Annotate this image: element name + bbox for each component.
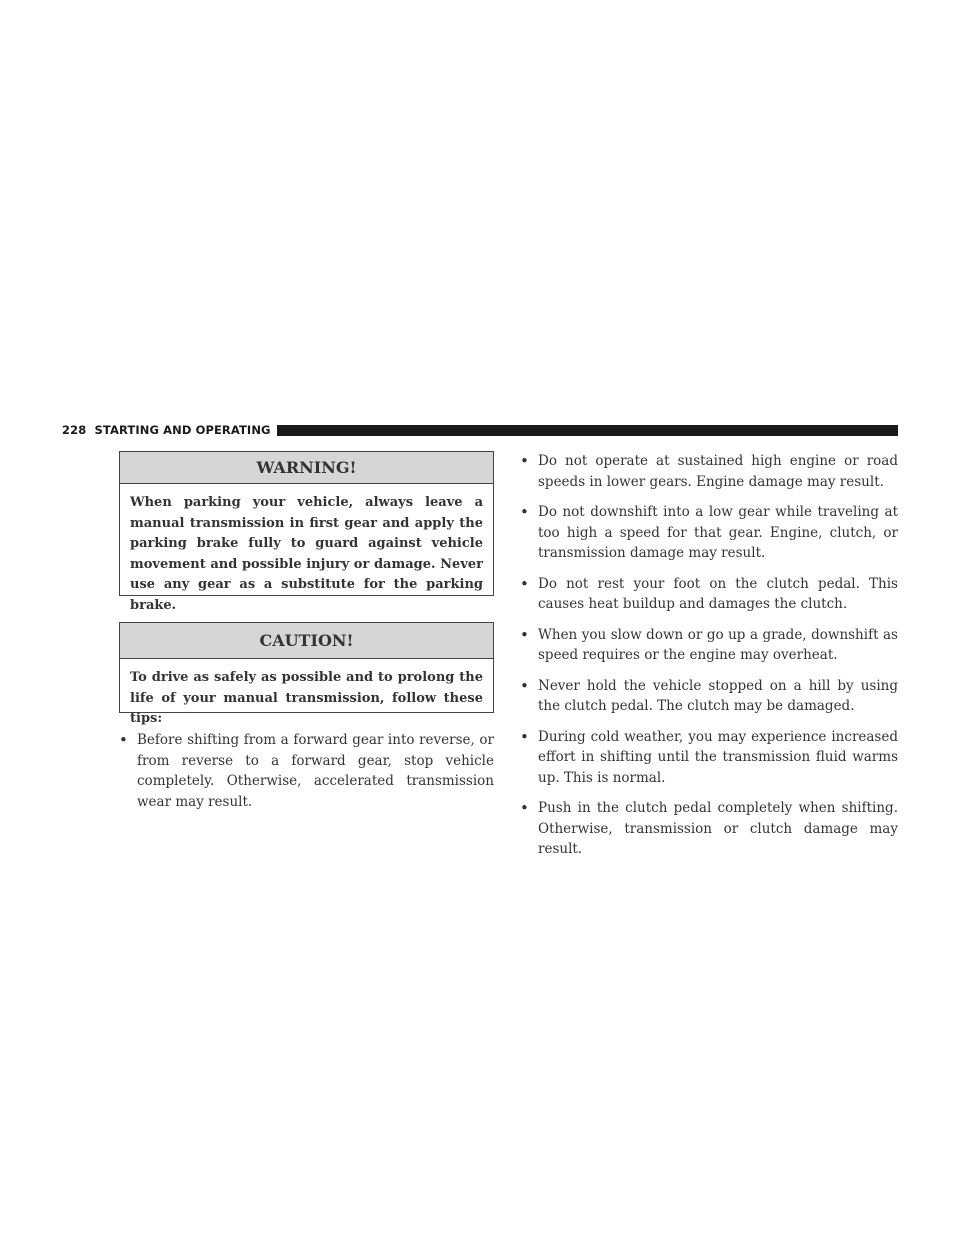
bullet-icon: • (520, 799, 529, 817)
bullet-icon: • (520, 574, 529, 593)
list-item (520, 676, 898, 717)
warning-text: When parking your vehicle, always leave a manual transmission in first gear and apply the parking brake fully to guard against vehicle movement and possible injury or damage. Never use any gear as a substitute for the parking brake. (130, 495, 483, 613)
header-rule (277, 425, 898, 436)
bullet-icon: • (520, 727, 529, 746)
list-item-text: Do not operate at sustained high engine or road speeds in lower gears. Engine damage may result. (538, 453, 898, 490)
caution-title: CAUTION! (120, 623, 493, 659)
header-text (62, 423, 271, 437)
bullet-icon: • (520, 452, 529, 470)
warning-box (119, 451, 494, 613)
page-header (62, 423, 898, 437)
caution-box (119, 622, 494, 726)
page-number: 228 (62, 423, 87, 437)
bullet-icon: • (520, 676, 529, 695)
list-item (520, 451, 898, 492)
left-bullet-list (119, 730, 494, 822)
bullet-icon: • (520, 503, 529, 521)
right-bullet-list (520, 451, 898, 870)
list-item (520, 625, 898, 666)
list-item (520, 574, 898, 615)
list-item-text: Do not downshift into a low gear while traveling at too high a speed for that gear. Engine, clutch, or transmission damage may result. (538, 504, 898, 561)
caution-text: To drive as safely as possible and to prolong the life of your manual transmission, follow these tips: (130, 670, 483, 726)
list-item-text: Before shifting from a forward gear into reverse, or from reverse to a forward gear, stop vehicle completely. Otherwise, accelerated transmission wear may result. (137, 732, 494, 810)
bullet-icon: • (119, 731, 128, 749)
list-item (520, 502, 898, 564)
section-title: STARTING AND OPERATING (94, 423, 271, 437)
bullet-icon: • (520, 625, 529, 644)
list-item-text: When you slow down or go up a grade, downshift as speed requires or the engine may overheat. (538, 626, 898, 663)
list-item (520, 798, 898, 860)
list-item-text: Push in the clutch pedal completely when shifting. Otherwise, transmission or clutch damage may result. (538, 800, 898, 857)
warning-title: WARNING! (120, 452, 493, 484)
list-item (520, 727, 898, 789)
list-item-text: During cold weather, you may experience increased effort in shifting until the transmission fluid warms up. This is normal. (538, 728, 898, 786)
list-item-text: Never hold the vehicle stopped on a hill by using the clutch pedal. The clutch may be damaged. (538, 677, 898, 714)
list-item-text: Do not rest your foot on the clutch pedal. This causes heat buildup and damages the clutch. (538, 575, 898, 612)
list-item (119, 730, 494, 812)
